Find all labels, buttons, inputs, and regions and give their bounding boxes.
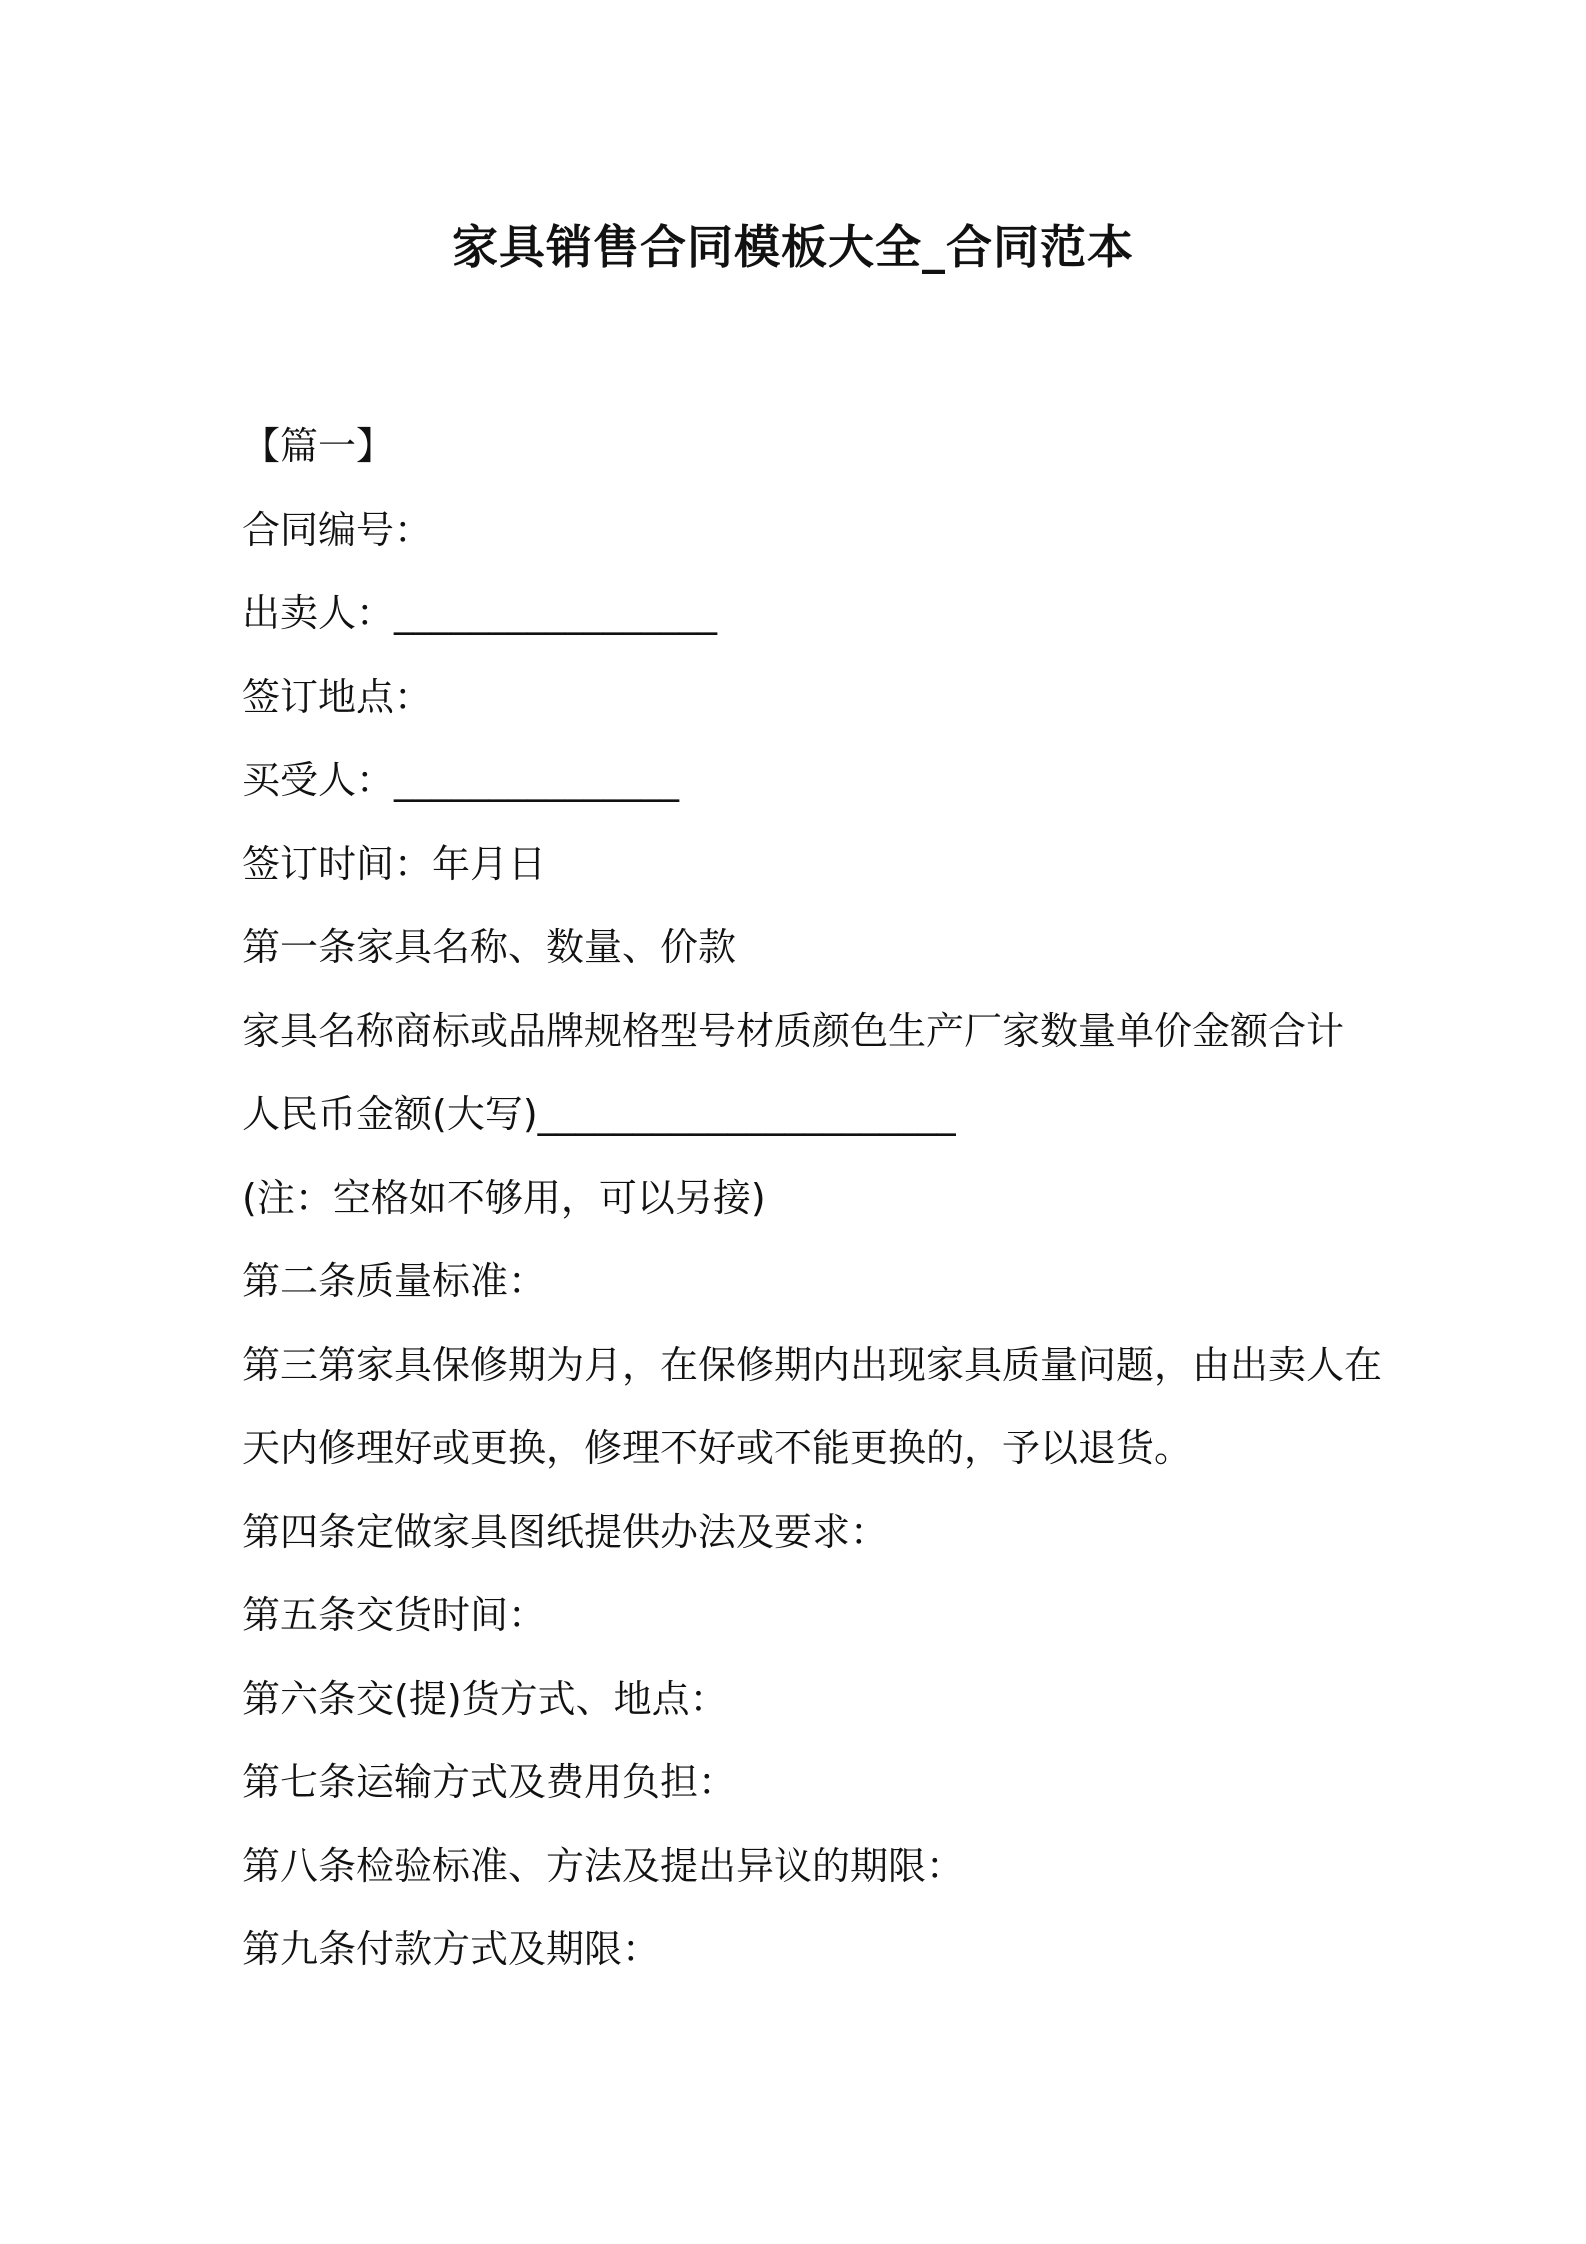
note-line: (注：空格如不够用，可以另接)	[242, 1175, 766, 1220]
clause-3-line-1: 第三第家具保修期为月，在保修期内出现家具质量问题，由出卖人在	[242, 1342, 1383, 1387]
clause-7: 第七条运输方式及费用负担：	[242, 1760, 737, 1804]
clause-8: 第八条检验标准、方法及提出异议的期限：	[242, 1843, 965, 1888]
clause-1-columns: 家具名称商标或品牌规格型号材质颜色生产厂家数量单价金额合计	[242, 1008, 1345, 1053]
clause-5: 第五条交货时间：	[242, 1593, 547, 1637]
signing-location-field: 签订地点：	[242, 674, 433, 719]
clause-3-line-2: 天内修理好或更换，修理不好或不能更换的，予以退货。	[242, 1426, 1193, 1470]
clause-6: 第六条交(提)货方式、地点：	[242, 1676, 728, 1721]
buyer-field: 买受人：_______________	[242, 758, 680, 802]
section-heading-part-one: 【篇一】	[242, 424, 395, 468]
clause-2: 第二条质量标准：	[242, 1259, 547, 1303]
signing-date-field: 签订时间：年月日	[242, 841, 547, 886]
clause-1-heading: 第一条家具名称、数量、价款	[242, 925, 737, 969]
clause-4: 第四条定做家具图纸提供办法及要求：	[242, 1509, 889, 1554]
seller-field: 出卖人：_________________	[242, 591, 718, 635]
contract-number-field: 合同编号：	[242, 507, 433, 552]
document-title: 家具销售合同模板大全_合同范本	[452, 220, 1134, 274]
clause-9: 第九条付款方式及期限：	[242, 1927, 661, 1971]
amount-in-words-field: 人民币金额(大写)______________________	[242, 1092, 956, 1136]
document-body	[242, 405, 1383, 1992]
